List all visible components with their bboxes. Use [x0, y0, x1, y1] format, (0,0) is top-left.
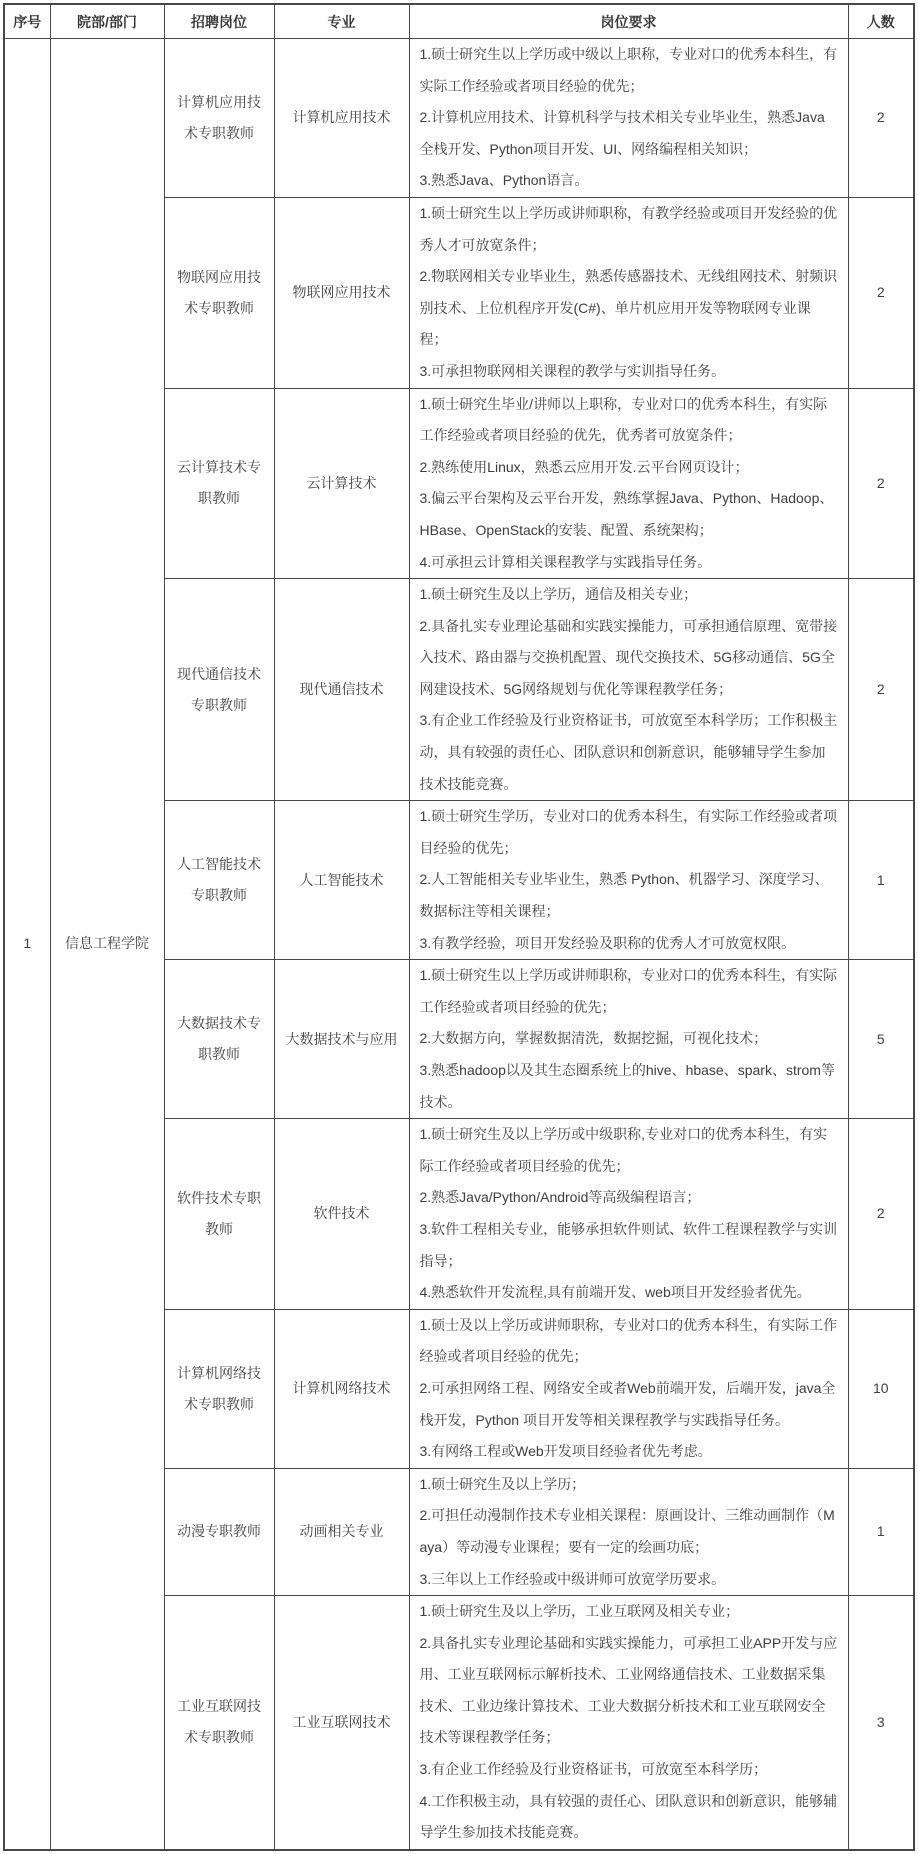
requirements-cell — [409, 579, 848, 801]
header-row — [4, 4, 914, 39]
requirement-item: 3.偏云平台架构及云平台开发，熟练掌握Java、Python、Hadoop、HBase、OpenStack的安装、配置、系统架构； — [419, 490, 834, 538]
header-requirements: 岗位要求 — [409, 4, 848, 39]
position-cell: 软件技术专职教师 — [164, 1119, 274, 1310]
requirement-item: 2.具备扎实专业理论基础和实践实操能力，可承担工业APP开发与应用、工业互联网标示解析技术、工业网络通信技术、工业数据采集技术、工业边缘计算技术、工业大数据分析技术和工业互联网安全技术等课程教学任务； — [419, 1634, 838, 1746]
count-cell: 2 — [848, 1119, 914, 1310]
requirement-item: 1.硕士研究生毕业/讲师以上职称，专业对口的优秀本科生，有实际工作经验或者项目经验的优先，优秀者可放宽条件； — [419, 395, 828, 444]
position-cell: 计算机网络技术专职教师 — [164, 1309, 274, 1468]
position-cell: 动漫专职教师 — [164, 1468, 274, 1595]
major-cell: 计算机应用技术 — [274, 39, 409, 198]
table-row — [4, 39, 914, 198]
count-cell: 1 — [848, 801, 914, 960]
requirement-item: 1.硕士研究生以上学历或讲师职称，专业对口的优秀本科生，有实际工作经验或者项目经验的优先； — [419, 967, 838, 1015]
requirements-cell — [409, 197, 848, 388]
requirement-item: 3.有网络工程或Web开发项目经验者优先考虑。 — [419, 1443, 712, 1460]
major-cell: 云计算技术 — [274, 388, 409, 579]
index-cell: 1 — [4, 39, 50, 1850]
requirement-item: 2.具备扎实专业理论基础和实践实操能力，可承担通信原理、宽带接入技术、路由器与交换机配置、现代交换技术、5G移动通信、5G全网建设技术、5G网络规划与优化等课程教学任务； — [419, 617, 838, 697]
requirement-item: 1.硕士研究生及以上学历，通信及相关专业； — [419, 586, 698, 603]
requirements-cell — [409, 39, 848, 198]
requirement-item: 4.可承担云计算相关课程教学与实践指导任务。 — [419, 553, 712, 570]
major-cell: 动画相关专业 — [274, 1468, 409, 1595]
requirements-cell — [409, 1309, 848, 1468]
requirement-item: 2.熟悉Java/Python/Android等高级编程语言； — [419, 1189, 701, 1206]
count-cell: 2 — [848, 197, 914, 388]
requirement-item: 3.可承担物联网相关课程的教学与实训指导任务。 — [419, 362, 726, 379]
count-cell: 10 — [848, 1309, 914, 1468]
requirement-item: 2.人工智能相关专业毕业生，熟悉 Python、机器学习、深度学习、数据标注等相关课程； — [419, 871, 829, 920]
major-cell: 工业互联网技术 — [274, 1596, 409, 1850]
major-cell: 计算机网络技术 — [274, 1309, 409, 1468]
header-count: 人数 — [848, 4, 914, 39]
count-cell: 1 — [848, 1468, 914, 1595]
header-major: 专业 — [274, 4, 409, 39]
requirement-item: 3.有企业工作经验及行业资格证书，可放宽至本科学历；工作积极主动，具有较强的责任心、团队意识和创新意识，能够辅导学生参加技术技能竞赛。 — [419, 712, 838, 792]
requirement-item: 3.熟悉Java、Python语言。 — [419, 172, 589, 189]
requirements-cell — [409, 960, 848, 1119]
count-cell: 2 — [848, 579, 914, 801]
requirements-cell — [409, 1468, 848, 1595]
major-cell: 现代通信技术 — [274, 579, 409, 801]
table-body — [4, 39, 914, 1850]
requirement-item: 3.三年以上工作经验或中级讲师可放宽学历要求。 — [419, 1570, 726, 1587]
position-cell: 物联网应用技术专职教师 — [164, 197, 274, 388]
requirement-item: 2.可担任动漫制作技术专业相关课程：原画设计、三维动画制作（Maya）等动漫专业课程；要有一定的绘画功底； — [419, 1507, 835, 1555]
position-cell: 现代通信技术专职教师 — [164, 579, 274, 801]
position-cell: 人工智能技术专职教师 — [164, 801, 274, 960]
major-cell: 大数据技术与应用 — [274, 960, 409, 1119]
header-index: 序号 — [4, 4, 50, 39]
major-cell: 物联网应用技术 — [274, 197, 409, 388]
requirement-item: 2.熟练使用Linux，熟悉云应用开发.云平台网页设计； — [419, 458, 749, 475]
requirement-item: 1.硕士研究生学历，专业对口的优秀本科生，有实际工作经验或者项目经验的优先； — [419, 808, 838, 856]
count-cell: 3 — [848, 1596, 914, 1850]
count-cell: 2 — [848, 388, 914, 579]
count-cell: 2 — [848, 39, 914, 198]
recruitment-table — [3, 3, 915, 1851]
requirement-item: 2.大数据方向，掌握数据清洗，数据挖掘，可视化技术； — [419, 1030, 768, 1047]
requirement-item: 3.软件工程相关专业，能够承担软件则试、软件工程课程教学与实训指导； — [419, 1220, 838, 1269]
requirement-item: 1.硕士研究生以上学历或中级以上职称，专业对口的优秀本科生，有实际工作经验或者项目经验的优先； — [419, 46, 838, 94]
table-header — [4, 4, 914, 39]
position-cell: 工业互联网技术专职教师 — [164, 1596, 274, 1850]
requirement-item: 1.硕士研究生以上学历或讲师职称，有教学经验或项目开发经验的优秀人才可放宽条件； — [419, 204, 838, 253]
requirement-item: 4.工作积极主动，具有较强的责任心、团队意识和创新意识，能够辅导学生参加技术技能竞赛。 — [419, 1792, 838, 1841]
requirement-item: 3.有教学经验，项目开发经验及职称的优秀人才可放宽权限。 — [419, 934, 796, 951]
requirement-item: 1.硕士及以上学历或讲师职称，专业对口的优秀本科生，有实际工作经验或者项目经验的优先； — [419, 1316, 838, 1365]
requirement-item: 1.硕士研究生及以上学历或中级职称,专业对口的优秀本科生，有实际工作经验或者项目经验的优先； — [419, 1126, 828, 1174]
major-cell: 人工智能技术 — [274, 801, 409, 960]
requirement-item: 3.熟悉hadoop以及其生态圈系统上的hive、hbase、spark、strom等技术。 — [419, 1062, 835, 1110]
requirement-item: 3.有企业工作经验及行业资格证书，可放宽至本科学历； — [419, 1761, 768, 1778]
requirement-item: 2.物联网相关专业毕业生，熟悉传感器技术、无线组网技术、射频识别技术、上位机程序开发(C#)、单片机应用开发等物联网专业课程； — [419, 268, 838, 348]
count-cell: 5 — [848, 960, 914, 1119]
requirement-item: 4.熟悉软件开发流程,具有前端开发、web项目开发经验者优先。 — [419, 1284, 811, 1301]
requirement-item: 1.硕士研究生及以上学历； — [419, 1475, 586, 1492]
requirements-cell — [409, 1596, 848, 1850]
requirement-item: 2.计算机应用技术、计算机科学与技术相关专业毕业生，熟悉Java全栈开发、Python项目开发、UI、网络编程相关知识； — [419, 109, 825, 157]
requirements-cell — [409, 388, 848, 579]
requirement-item: 2.可承担网络工程、网络安全或者Web前端开发，后端开发，java全栈开发，Python 项目开发等相关课程教学与实践指导任务。 — [419, 1379, 836, 1428]
header-department: 院部/部门 — [50, 4, 164, 39]
requirement-item: 1.硕士研究生及以上学历，工业互联网及相关专业； — [419, 1603, 740, 1620]
requirements-cell — [409, 801, 848, 960]
requirements-cell — [409, 1119, 848, 1310]
position-cell: 计算机应用技术专职教师 — [164, 39, 274, 198]
department-cell: 信息工程学院 — [50, 39, 164, 1850]
major-cell: 软件技术 — [274, 1119, 409, 1310]
position-cell: 云计算技术专职教师 — [164, 388, 274, 579]
header-position: 招聘岗位 — [164, 4, 274, 39]
position-cell: 大数据技术专职教师 — [164, 960, 274, 1119]
